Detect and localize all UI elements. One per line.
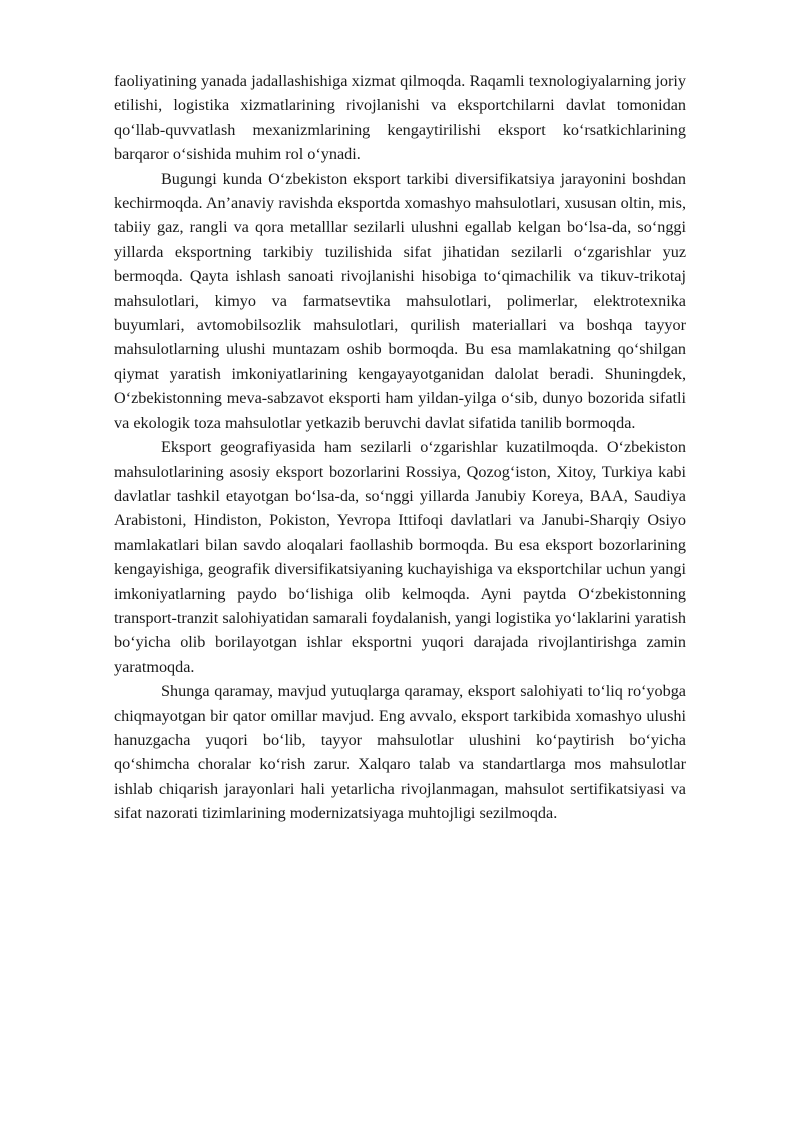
paragraph-export-geography: Eksport geografiyasida ham sezilarli o‘zgarishlar kuzatilmoqda. O‘zbekiston mahsulotlarining asosiy eksport bozorlarini Rossiya, Qozog‘iston, Xitoy, Turkiya kabi davlatlar tashkil etayotgan bo‘lsa-da, so‘nggi yillarda Janubiy Koreya, BAA, Saudiya Arabistoni, Hindiston, Pokiston, Yevropa Ittifoqi davlatlari va Janubi-Sharqiy Osiyo mamlakatlari bilan savdo aloqalari faollashib bormoqda. Bu esa eksport bozorlarining kengayishiga, geografik diversifikatsiyaning kuchayishiga va eksportchilar uchun yangi imkoniyatlarning paydo bo‘lishiga olib kelmoqda. Ayni paytda O‘zbekistonning transport-tranzit salohiyatidan samarali foydalanish, yangi logistika yo‘laklarini yaratish bo‘yicha olib borilayotgan ishlar eksportni yuqori darajada rivojlantirishga zamin yaratmoqda. — [114, 438, 686, 676]
paragraph-export-challenges: Shunga qaramay, mavjud yutuqlarga qaramay, eksport salohiyati to‘liq ro‘yobga chiqmayotgan bir qator omillar mavjud. Eng avvalo, eksport tarkibida xomashyo ulushi hanuzgacha yuqori bo‘lib, tayyor mahsulotlar ulushini ko‘paytirish bo‘yicha qo‘shimcha choralar ko‘rish zarur. Xalqaro talab va standartlarga mos mahsulotlar ishlab chiqarish jarayonlari hali yetarlicha rivojlanmagan, mahsulot sertifikatsiyasi va sifat nazorati tizimlarining modernizatsiyaga muhtojligi sezilmoqda. — [114, 682, 686, 823]
paragraph-continuation: faoliyatining yanada jadallashishiga xizmat qilmoqda. Raqamli texnologiyalarning joriy etilishi, logistika xizmatlarining rivojlanishi va eksportchilarni davlat tomonidan qo‘llab-quvvatlash mexanizmlarining kengaytirilishi eksport ko‘rsatkichlarining barqaror o‘sishida muhim rol o‘ynadi. — [114, 72, 686, 164]
paragraph-export-structure: Bugungi kunda O‘zbekiston eksport tarkibi diversifikatsiya jarayonini boshdan kechirmoqda. An’anaviy ravishda eksportda xomashyo mahsulotlari, xususan oltin, mis, tabiiy gaz, rangli va qora metalllar sezilarli ulushni egallab kelgan bo‘lsa-da, so‘nggi yillarda eksportning tarkibiy tuzilishida sifat jihatidan sezilarli o‘zgarishlar yuz bermoqda. Qayta ishlash sanoati rivojlanishi hisobiga to‘qimachilik va tikuv-trikotaj mahsulotlari, kimyo va farmatsevtika mahsulotlari, polimerlar, elektrotexnika buyumlari, avtomobilsozlik mahsulotlari, qurilish materiallari va boshqa tayyor mahsulotlarning ulushi muntazam oshib bormoqda. Bu esa mamlakatning qo‘shilgan qiymat yaratish imkoniyatlarining kengayayotganidan dalolat beradi. Shuningdek, O‘zbekistonning meva-sabzavot eksporti ham yildan-yilga o‘sib, dunyo bozorida sifatli va ekologik toza mahsulotlar yetkazib beruvchi davlat sifatida tanilib bormoqda. — [114, 169, 686, 432]
document-page — [114, 69, 686, 826]
